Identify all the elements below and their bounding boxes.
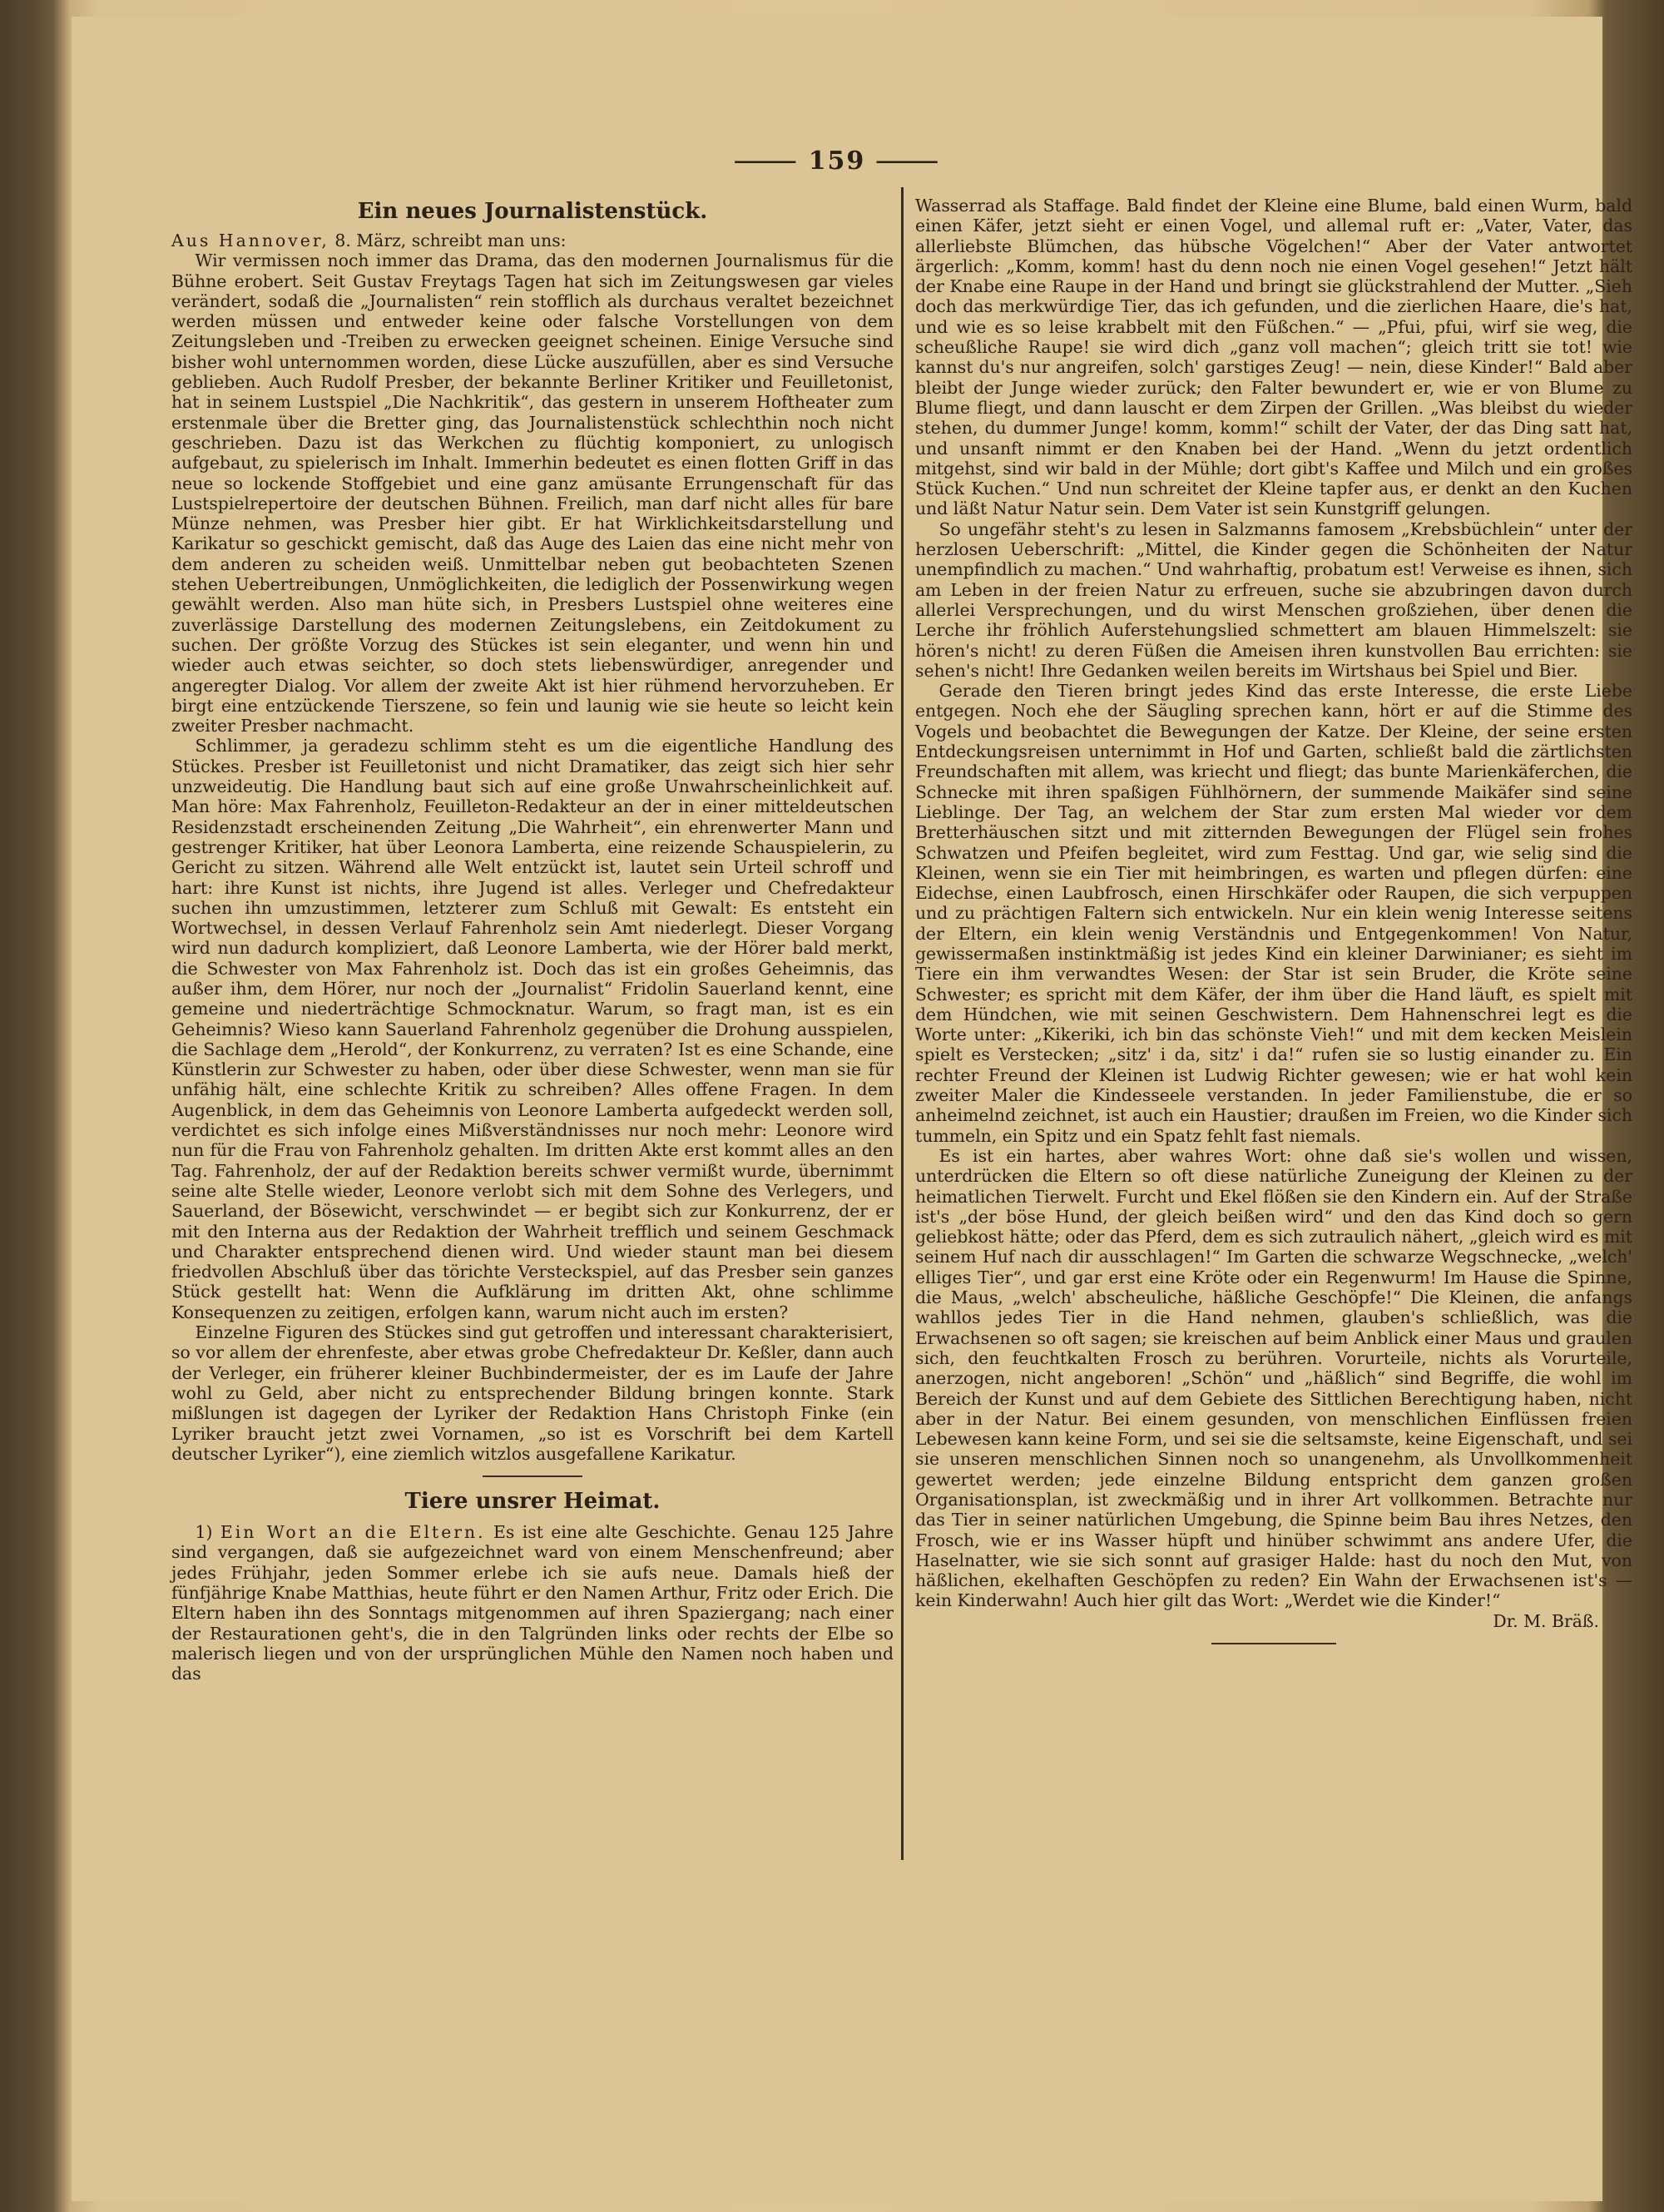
article-headline-journalistenstueck: Ein neues Journalistenstück. xyxy=(357,199,708,224)
lead-spaced-title: Ein Wort an die Eltern. xyxy=(220,1522,486,1543)
end-rule xyxy=(1211,1643,1336,1644)
folio-ornament-right: ⸻ xyxy=(865,146,940,176)
article-paragraph: Wasserrad als Staffage. Bald findet der Kleine eine Blume, bald einen Wurm, bald einen Käfer, jetzt sieht er einen Vogel, und allemal ruft er: „Vater, Vater, das allerliebste Blümchen, das hübsche Vögelchen!“ Aber der Vater antwortet ärgerlich: „Komm, komm! hast du denn noch nie einen Vogel gesehen!“ Jetzt hält der Knabe eine Raupe in der Hand und bringt sie glückstrahlend der Mutter. „Sieh doch das merkwürdige Tier, das ich gefunden, und die zierlichen Haare, die's hat, und wie es so leise krabbelt mit den Füßchen.“ — „Pfui, pfui, wirf sie weg, die scheußliche Raupe! sie wird dich „ganz voll machen“; gleich tritt sie tot! wie kannst du's nur angreifen, solch' garstiges Zeug! — nein, diese Kinder!“ Bald aber bleibt der Junge wieder zurück; den Falter bewundert er, wie er von Blume zu Blume fliegt, und dann lauscht er dem Zirpen der Grillen. „Was bleibst du wieder stehen, du dummer Junge! komm, komm!“ schilt der Vater, der das Ding satt hat, und unsanft nimmt er den Knaben bei der Hand. „Wenn du jetzt ordentlich mitgehst, sind wir bald in der Mühle; dort gibt's Kaffee und Milch und ein großes Stück Kuchen.“ Und nun schreitet der Kleine tapfer aus, er denkt an den Kuchen und läßt Natur Natur sein. Dem Vater ist sein Kunstgriff gelungen. xyxy=(915,196,1632,519)
lead-text: Es ist eine alte Geschichte. Genau 125 Jahre sind vergangen, daß sie aufgezeichnet ward von einem Menschenfreund; aber jedes Frühjahr, jeden Sommer erlebe ich sie aufs neue. Damals hieß der fünfjährige Knabe Matthias, heute führt er den Namen Arthur, Fritz oder Erich. Die Eltern haben ihn des Sonntags mitgenommen auf ihren Spaziergang; nach einer der Restaurationen geht's, die in den Talgründen links oder rechts der Elbe so malerisch liegen und von der ursprünglichen Mühle den Namen noch haben und das xyxy=(171,1522,894,1684)
article-paragraph: Einzelne Figuren des Stückes sind gut getroffen und interessant charakterisiert, so vor allem der ehrenfeste, aber etwas grobe Chefredakteur Dr. Keßler, dann auch der Verleger, ein früherer kleiner Buchbindermeister, der es im Laufe der Jahre wohl zu Geld, aber nicht zu entsprechender Bildung bringen konnte. Stark mißlungen ist dagegen der Lyriker der Redaktion Hans Christoph Finke (ein Lyriker braucht jetzt zwei Vornamen, „so ist es Vorschrift bei dem Kartell deutscher Lyriker“), eine ziemlich witzlos ausgefallene Karikatur. xyxy=(171,1322,894,1464)
article-lead-paragraph xyxy=(171,1522,894,1684)
dateline-rest: 8. März, schreibt man uns: xyxy=(334,231,567,250)
article-headline-tiere: Tiere unsrer Heimat. xyxy=(404,1489,661,1515)
article-paragraph: Gerade den Tieren bringt jedes Kind das erste Interesse, die erste Liebe entgegen. Noch ehe der Säugling sprechen kann, hört er auf die Stimme des Vogels und beobachtet die Bewegungen der Katze. Der Kleine, der seine ersten Entdeckungsreisen unternimmt in Hof und Garten, schließt bald die zärtlichsten Freundschaften mit allem, was kriecht und fliegt; das bunte Marienkäferchen, die Schnecke mit ihren spaßigen Fühlhörnern, der summende Maikäfer sind seine Lieblinge. Der Tag, an welchem der Star zum ersten Mal wieder vor dem Bretterhäuschen sitzt und mit zitternden Bewegungen der Flügel sein frohes Schwatzen und Pfeifen begleitet, wird zum Festtag. Und gar, wie selig sind die Kleinen, wenn sie ein Tier mit heimbringen, es warten und pflegen dürfen: eine Eidechse, einen Laubfrosch, einen Hirschkäfer oder Raupen, die sich verpuppen und zu prächtigen Faltern sich entwickeln. Nur ein klein wenig Interesse seitens der Eltern, ein klein wenig Verständnis und Entgegenkommen! Von Natur, gewissermaßen instinktmäßig ist jedes Kind ein kleiner Darwinianer; es sieht im Tiere ein ihm verwandtes Wesen: der Star ist sein Bruder, die Kröte seine Schwester; es spricht mit dem Käfer, der ihm über die Hand läuft, es spielt mit dem Hündchen, wie mit seinen Geschwistern. Dem Hahnenschrei legt es die Worte unter: „Kikeriki, ich bin das schönste Vieh!“ und mit dem kecken Meislein spielt es Verstecken; „sitz' i da, sitz' i da!“ rufen sie so lustig einander zu. Ein rechter Freund der Kleinen ist Ludwig Richter gewesen; wie er hat wohl kein zweiter Maler die Kindesseele verstanden. In jeder Familienstube, die er so anheimelnd zeichnet, ist auch ein Haustier; draußen im Freien, wo die Kinder sich tummeln, ein Spitz und ein Spatz fehlt fast niemals. xyxy=(915,681,1632,1146)
page-number xyxy=(72,140,1602,176)
newspaper-page xyxy=(72,17,1632,2201)
section-divider xyxy=(483,1475,582,1477)
article-dateline xyxy=(171,231,894,250)
lead-number: 1) xyxy=(195,1522,213,1543)
article-paragraph: Wir vermissen noch immer das Drama, das den modernen Journalismus für die Bühne erobert. Seit Gustav Freytags Tagen hat sich im Zeitungswesen gar vieles verändert, sodaß die „Journalisten“ rein stofflich als durchaus veraltet bezeichnet werden müssen und entweder keine oder falsche Vorstellungen von dem Zeitungsleben und -Treiben zu erwecken geeignet scheinen. Einige Versuche sind bisher wohl unternommen worden, diese Lücke auszufüllen, aber es sind Versuche geblieben. Auch Rudolf Presber, der bekannte Berliner Kritiker und Feuilletonist, hat in seinem Lustspiel „Die Nachkritik“, das gestern in unserem Hoftheater zum erstenmale über die Bretter ging, das Journalistenstück schlechthin noch nicht geschrieben. Dazu ist das Werkchen zu flüchtig komponiert, zu unlogisch aufgebaut, zu spielerisch im Inhalt. Immerhin bedeutet es einen flotten Griff in das neue so lockende Stoffgebiet und eine ganz amüsante Errungenschaft für das Lustspielrepertoire der deutschen Bühnen. Freilich, man darf nicht alles für bare Münze nehmen, was Presber hier gibt. Er hat Wirklichkeitsdarstellung und Karikatur so geschickt gemischt, daß das Auge des Laien das eine nicht mehr von dem anderen zu scheiden weiß. Unmittelbar neben gut beobachteten Szenen stehen Uebertreibungen, Unmöglichkeiten, die lediglich der Possenwirkung wegen gewählt werden. Also man hüte sich, in Presbers Lustspiel ohne weiteres eine zuverlässige Darstellung des modernen Zeitungslebens, ein Zeitdokument zu suchen. Der größte Vorzug des Stückes ist sein eleganter, und wenn hin und wieder auch etwas seichter, so doch stets liebenswürdiger, anregender und angeregter Dialog. Vor allem der zweite Akt ist hier rühmend hervorzuheben. Er birgt eine entzückende Tierszene, so fein und launig wie sie heute so leicht kein zweiter Presber nachmacht. xyxy=(171,250,894,737)
right-column xyxy=(915,196,1632,1644)
page-number-text: 159 xyxy=(808,146,866,176)
folio-ornament-left: ⸻ xyxy=(734,146,809,176)
article-paragraph: Es ist ein hartes, aber wahres Wort: ohne daß sie's wollen und wissen, unterdrücken die Eltern so oft diese natürliche Zuneigung der Kleinen zu der heimatlichen Tierwelt. Furcht und Ekel flößen sie den Kindern ein. Auf der Straße ist's „der böse Hund, der gleich beißen wird“ und den das Kind doch so gern geliebkost hätte; oder das Pferd, dem es sich zutraulich nähert, „gleich wird es mit seinem Huf nach dir ausschlagen!“ Im Garten die schwarze Wegschnecke, „welch' elliges Tier“, und gar erst eine Kröte oder ein Regenwurm! Im Hause die Spinne, die Maus, „welch' abscheuliche, häßliche Geschöpfe!“ Die Kleinen, die anfangs wahllos jedes Tier in die Hand nehmen, glauben's schließlich, was die Erwachsenen so oft sagen; sie kreischen auf beim Anblick einer Maus und graulen sich, den feuchtkalten Frosch zu berühren. Vorurteile, nichts als Vorurteile, anerzogen, nicht angeboren! „Schön“ und „häßlich“ sind Begriffe, die wohl im Bereich der Kunst und auf dem Gebiete des Sittlichen Berechtigung haben, nicht aber in der Natur. Bei einem gesunden, von menschlichen Einflüssen freien Lebewesen kann keine Form, und sei sie die seltsamste, keine Eigenschaft, und sei sie unseren menschlichen Sinnen noch so unangenehm, als Unvollkommenheit gewertet werden; jede einzelne Bildung entspricht dem ganzen großen Organisationsplan, ist zweckmäßig und in ihrer Art vollkommen. Betrachte nur das Tier in seiner natürlichen Umgebung, die Spinne beim Bau ihres Netzes, den Frosch, wie er ins Wasser hüpft und hinüber schwimmt ans andere Ufer, die Haselnatter, wie sie sich sonnt auf grasiger Halde: hast du noch den Mut, von häßlichen, ekelhaften Geschöpfen zu reden? Ein Wahn der Erwachsenen ist's — kein Kinderwahn! Auch hier gilt das Wort: „Werdet wie die Kinder!“ xyxy=(915,1145,1632,1611)
column-divider xyxy=(901,187,904,1860)
article-paragraph: So ungefähr steht's zu lesen in Salzmanns famosem „Krebsbüchlein“ unter der herzlosen Ueberschrift: „Mittel, die Kinder gegen die Schönheiten der Natur unempfindlich zu machen.“ Und wahrhaftig, probatum est! Verweise es ihnen, sich am Leben in der freien Natur zu erfreuen, suche sie abzubringen davon durch allerlei Versprechungen, und du wirst Menschen großziehen, über denen die Lerche ihr fröhlich Auferstehungslied schmettert am blauen Himmelszelt: sie hören's nicht! zu deren Füßen die Ameisen ihren kunstvollen Bau errichten: sie sehen's nicht! Ihre Gedanken weilen bereits im Wirtshaus bei Spiel und Bier. xyxy=(915,518,1632,681)
left-column xyxy=(171,196,894,1684)
article-paragraph: Schlimmer, ja geradezu schlimm steht es um die eigentliche Handlung des Stückes. Presber ist Feuilletonist und nicht Dramatiker, das zeigt sich hier sehr unzweideutig. Die Handlung baut sich auf eine große Unwahrscheinlichkeit auf. Man höre: Max Fahrenholz, Feuilleton-Redakteur an der in einer mitteldeutschen Residenzstadt erscheinenden Zeitung „Die Wahrheit“, ein ehrenwerter Mann und gestrenger Kritiker, hat über Leonora Lamberta, eine reizende Schauspielerin, zu Gericht zu sitzen. Während alle Welt entzückt ist, lautet sein Urteil schroff und hart: ihre Kunst ist nichts, ihre Jugend ist alles. Verleger und Chefredakteur suchen ihn umzustimmen, letzterer zum Schluß mit Gewalt: Es entsteht ein Wortwechsel, in dessen Verlauf Fahrenholz sein Amt niederlegt. Dieser Vorgang wird nun dadurch kompliziert, daß Leonore Lamberta, wie der Hörer bald merkt, die Schwester von Max Fahrenholz ist. Doch das ist ein großes Geheimnis, das außer ihm, dem Hörer, nur noch der „Journalist“ Fridolin Sauerland kennt, eine gemeine und niederträchtige Schmocknatur. Warum, so fragt man, ist es ein Geheimnis? Wieso kann Sauerland Fahrenholz gegenüber die Drohung ausspielen, die Sachlage dem „Herold“, der Konkurrenz, zu verraten? Ist es eine Schande, eine Künstlerin zur Schwester zu haben, oder über diese Schwester, wenn man sie für unfähig hält, eine schlechte Kritik zu schreiben? Alles offene Fragen. In dem Augenblick, in dem das Geheimnis von Leonore Lamberta aufgedeckt werden soll, verdichtet es sich infolge eines Mißverständnisses nur noch mehr: Leonore wird nun für die Frau von Fahrenholz gehalten. Im dritten Akte erst kommt alles an den Tag. Fahrenholz, der auf der Redaktion bereits schwer vermißt wurde, übernimmt seine alte Stelle wieder, Leonore verlobt sich mit dem Sohne des Verlegers, und Sauerland, der Bösewicht, verschwindet — er begibt sich zur Konkurrenz, der er mit den Interna aus der Redaktion der Wahrheit trefflich und seinem Geschmack und Charakter entsprechend dienen wird. Und wieder staunt man bei diesem friedvollen Abschluß über das törichte Versteckspiel, auf das Presber sein ganzes Stück gestellt hat: Wenn die Aufklärung im dritten Akt, ohne schlimme Konsequenzen zu zeitigen, erfolgen kann, warum nicht auch im ersten? xyxy=(171,736,894,1322)
dateline-place: Aus Hannover, xyxy=(171,231,329,250)
author-signature: Dr. M. Bräß. xyxy=(1493,1610,1599,1631)
